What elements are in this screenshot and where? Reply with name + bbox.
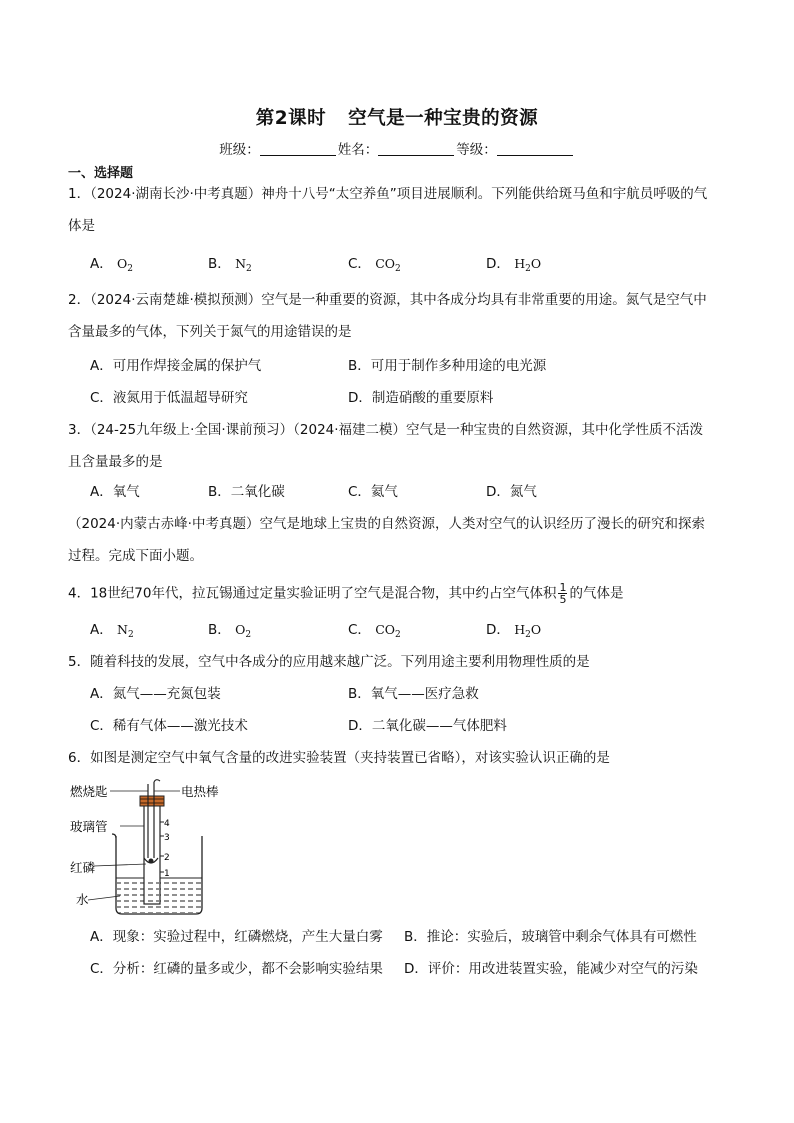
q4-option-a [90,620,134,645]
q3-option-b: B．二氧化碳 [208,484,285,500]
q5-option-b: B．氧气——医疗急救 [348,686,479,702]
name-blank [378,141,454,156]
q1-c-base: CO [375,256,396,271]
q2-option-a: A．可用作焊接金属的保护气 [90,358,262,374]
q4-d-formula [514,622,542,640]
q6-option-a: A．现象：实验过程中，红磷燃烧，产生大量白雾 [90,929,383,945]
student-info-line [0,138,794,158]
q4-stem [68,582,728,605]
q4-c-base: CO [375,622,396,637]
q4-text-after: 的气体是 [569,585,624,602]
q4-text-before: 4．18世纪70年代，拉瓦锡通过定量实验证明了空气是混合物，其中约占空气体积 [68,585,557,602]
q3-option-d: D．氮气 [486,484,537,500]
q4-b-label: B． [208,622,231,638]
tube-scale [160,822,164,872]
scale-mark-3: 3 [164,833,170,843]
q1-b-label: B． [208,256,231,272]
q5-option-a: A．氮气——充氮包装 [90,686,221,702]
label-water: 水 [76,892,89,907]
stopper [140,796,164,806]
q1-stem-line2: 体是 [68,218,95,234]
q5-option-c: C．稀有气体——激光技术 [90,718,248,734]
q1-option-a [90,254,133,279]
page-title [0,104,794,130]
q1-d-label: D． [486,256,510,272]
q4-a-sub: 2 [127,630,134,640]
q1-c-label: C． [348,256,371,272]
q1-option-b [208,254,252,279]
q5-option-d: D．二氧化碳——气体肥料 [348,718,507,734]
q4-option-d [486,620,541,645]
q2-option-b: B．可用于制作多种用途的电光源 [348,358,547,374]
q2-stem-line2: 含量最多的气体，下列关于氮气的用途错误的是 [68,324,352,340]
q1-a-label: A． [90,256,113,272]
q4-c-sub: 2 [395,630,401,640]
q3-stem-line1: 3．（24-25九年级上·全国·课前预习）（2024·福建二模）空气是一种宝贵的自然资源，其中化学性质不活泼 [68,422,704,438]
q4-a-formula [117,622,134,640]
q1-a-base: O [117,256,128,271]
q1-b-base: N [235,256,246,271]
q2-stem-line1: 2．（2024·云南楚雄·模拟预测）空气是一种重要的资源，其中各成分均具有非常重要的用途。氮气是空气中 [68,292,707,308]
q6-option-b: B．推论：实验后，玻璃管中剩余气体具有可燃性 [404,929,697,945]
label-heater-rod: 电热棒 [181,784,219,799]
experiment-apparatus-figure [68,778,268,918]
title-topic: 空气是一种宝贵的资源 [348,108,539,129]
name-label: 姓名： [337,142,379,158]
grade-label: 等级： [456,142,497,158]
q3-stem-line2: 且含量最多的是 [68,454,163,470]
q1-b-sub: 2 [246,264,252,274]
q3-option-a: A．氧气 [90,484,140,500]
q4-a-base: N [117,622,128,637]
q4-b-formula [235,622,252,640]
label-red-phosphorus: 红磷 [70,860,96,875]
q2-option-d: D．制造硝酸的重要原料 [348,390,494,406]
q4-frac-num: 1 [559,581,567,594]
q1-option-d [486,254,541,279]
q4-c-formula [375,622,401,640]
q1-d-tail: O [530,256,542,271]
q1-option-c [348,254,401,279]
scale-mark-4: 4 [164,819,170,829]
q1-c-sub: 2 [395,264,401,274]
q1-stem-line1: 1．（2024·湖南长沙·中考真题）神舟十八号“太空养鱼”项目进展顺利。下列能供给斑马鱼和宇航员呼吸的气 [68,186,708,202]
q1-a-formula [117,256,134,274]
q1-d-sub: 2 [525,264,531,274]
q1-d-base: H [514,256,526,271]
q4-a-label: A． [90,622,113,638]
q1-d-formula [514,256,542,274]
q4-option-b [208,620,251,645]
q4-d-sub: 2 [525,630,531,640]
q1-a-sub: 2 [127,264,134,274]
q6-option-c: C．分析：红磷的量多或少，都不会影响实验结果 [90,961,383,977]
q1-b-formula [235,256,252,274]
title-lesson: 第2课时 [255,108,327,129]
q6-stem: 6．如图是测定空气中氧气含量的改进实验装置（夹持装置已省略），对该实验认识正确的是 [68,750,610,766]
q4-b-sub: 2 [245,630,252,640]
q3-option-c: C．氦气 [348,484,398,500]
q6-option-d: D．评价：用改进装置实验，能减少对空气的污染 [404,961,698,977]
group-intro-line2: 过程。完成下面小题。 [68,548,203,564]
q1-c-formula [375,256,401,274]
q2-option-c: C．液氮用于低温超导研究 [90,390,248,406]
label-combustion-spoon: 燃烧匙 [70,784,108,799]
grade-blank [497,141,573,156]
q4-c-label: C． [348,622,371,638]
q4-fraction [558,582,567,605]
group-intro-line1: （2024·内蒙古赤峰·中考真题）空气是地球上宝贵的自然资源，人类对空气的认识经历了漫长的研究和探索 [68,516,705,532]
scale-mark-1: 1 [164,869,170,879]
class-blank [260,141,336,156]
q4-d-label: D． [486,622,510,638]
section-title: 一、选择题 [68,166,134,181]
q4-b-base: O [235,622,246,637]
q5-stem: 5．随着科技的发展，空气中各成分的应用越来越广泛。下列用途主要利用物理性质的是 [68,654,590,670]
q4-frac-den: 5 [559,593,567,606]
q4-d-base: H [514,622,526,637]
q4-option-c [348,620,401,645]
q4-d-tail: O [530,622,542,637]
label-glass-tube: 玻璃管 [70,819,108,834]
class-label: 班级： [219,142,260,158]
scale-mark-2: 2 [164,853,170,863]
